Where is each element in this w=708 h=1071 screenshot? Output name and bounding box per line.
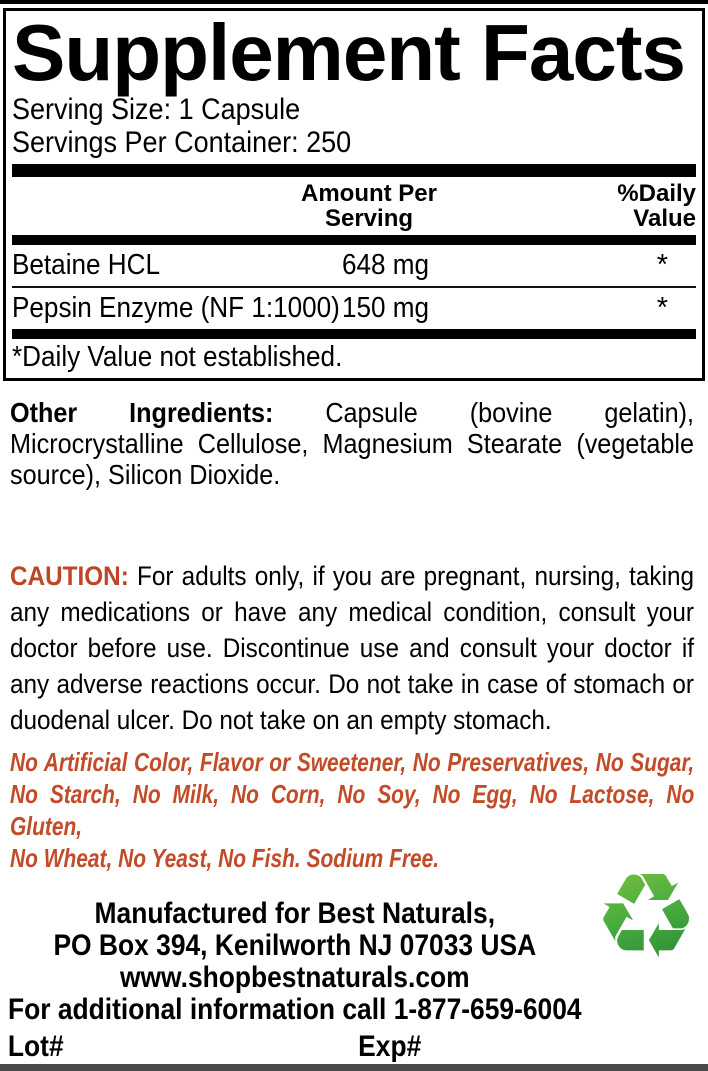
caution-label: CAUTION: <box>10 561 129 591</box>
servings-per-container <box>12 126 696 159</box>
other-ingredients-line1-text: Capsule (bovine gelatin), <box>325 397 694 428</box>
manufacturer-website: www.shopbestnaturals.com <box>119 961 470 994</box>
nutrient-daily-value: * <box>656 249 668 281</box>
nutrient-amount-text: 150 mg <box>342 292 430 324</box>
caution-line <box>10 558 694 594</box>
divider-bar-top <box>12 164 696 177</box>
exp-date-label: Exp# <box>358 1030 422 1063</box>
serving-size <box>12 93 696 126</box>
lot-exp-row <box>0 1032 590 1062</box>
other-ingredients-section <box>10 397 708 490</box>
other-ingredients-label: Other Ingredients: <box>10 397 274 428</box>
manufacturer-text-block <box>0 898 590 1062</box>
amount-header-line1: Amount Per <box>300 180 437 207</box>
servings-per-container-text: Servings Per Container: 250 <box>12 126 352 159</box>
top-edge-line <box>0 0 708 4</box>
nutrient-daily-value: * <box>656 292 668 324</box>
bottom-edge-bar <box>0 1064 708 1071</box>
other-ingredients-line: Microcrystalline Cellulose, Magnesium Stearate (vegetable <box>10 428 694 459</box>
serving-size-text: Serving Size: 1 Capsule <box>12 93 301 126</box>
table-header-row <box>12 177 696 235</box>
nutrient-amount <box>342 292 512 325</box>
divider-bar-header <box>12 235 696 245</box>
daily-value-footnote-text: *Daily Value not established. <box>12 341 343 373</box>
caution-line: doctor before use. Discontinue use and consult your doctor if <box>10 633 694 663</box>
caution-line1-text: For adults only, if you are pregnant, nursing, taking <box>137 561 694 591</box>
nutrient-amount-text: 648 mg <box>342 249 430 281</box>
amount-per-serving-header <box>274 181 464 231</box>
other-ingredients-line <box>10 397 694 428</box>
table-row <box>12 288 696 329</box>
recycle-icon: ♻ <box>590 853 702 979</box>
table-header-spacer <box>12 181 274 231</box>
dv-header-line1: %Daily <box>617 180 696 207</box>
dv-header-line2: Value <box>633 205 696 232</box>
claims-line: No Starch, No Milk, No Corn, No Soy, No Egg, No Lactose, No Gluten, <box>10 779 695 841</box>
nutrient-name <box>12 249 342 282</box>
other-ingredients-line: source), Silicon Dioxide. <box>10 459 281 490</box>
nutrient-amount <box>342 249 512 282</box>
caution-line: duodenal ulcer. Do not take on an empty stomach. <box>10 705 552 735</box>
caution-section <box>10 558 708 738</box>
nutrient-name-text: Betaine HCL <box>12 249 160 281</box>
nutrient-name <box>12 292 342 325</box>
daily-value-header <box>464 181 696 231</box>
claims-line: No Wheat, No Yeast, No Fish. Sodium Free. <box>10 843 440 873</box>
daily-value-footnote <box>12 339 696 378</box>
amount-header-line2: Serving <box>324 205 414 232</box>
manufacturer-address: PO Box 394, Kenilworth NJ 07033 USA <box>53 929 537 962</box>
lot-number-label: Lot# <box>7 1030 64 1063</box>
table-row <box>12 245 696 288</box>
caution-line: any medications or have any medical condition, consult your <box>10 597 694 627</box>
manufacturer-line: Manufactured for Best Naturals, <box>94 897 496 930</box>
nutrient-name-text: Pepsin Enzyme (NF 1:1000) <box>12 292 340 324</box>
claims-line: No Artificial Color, Flavor or Sweetener, No Preservatives, No Sugar, <box>10 747 695 777</box>
divider-bar-bottom <box>12 329 696 339</box>
caution-line: any adverse reactions occur. Do not take in case of stomach or <box>10 669 694 699</box>
manufacturer-phone: For additional information call 1-877-659-6004 <box>7 993 582 1026</box>
supplement-facts-panel <box>3 8 705 381</box>
panel-title: Supplement Facts <box>12 8 686 97</box>
